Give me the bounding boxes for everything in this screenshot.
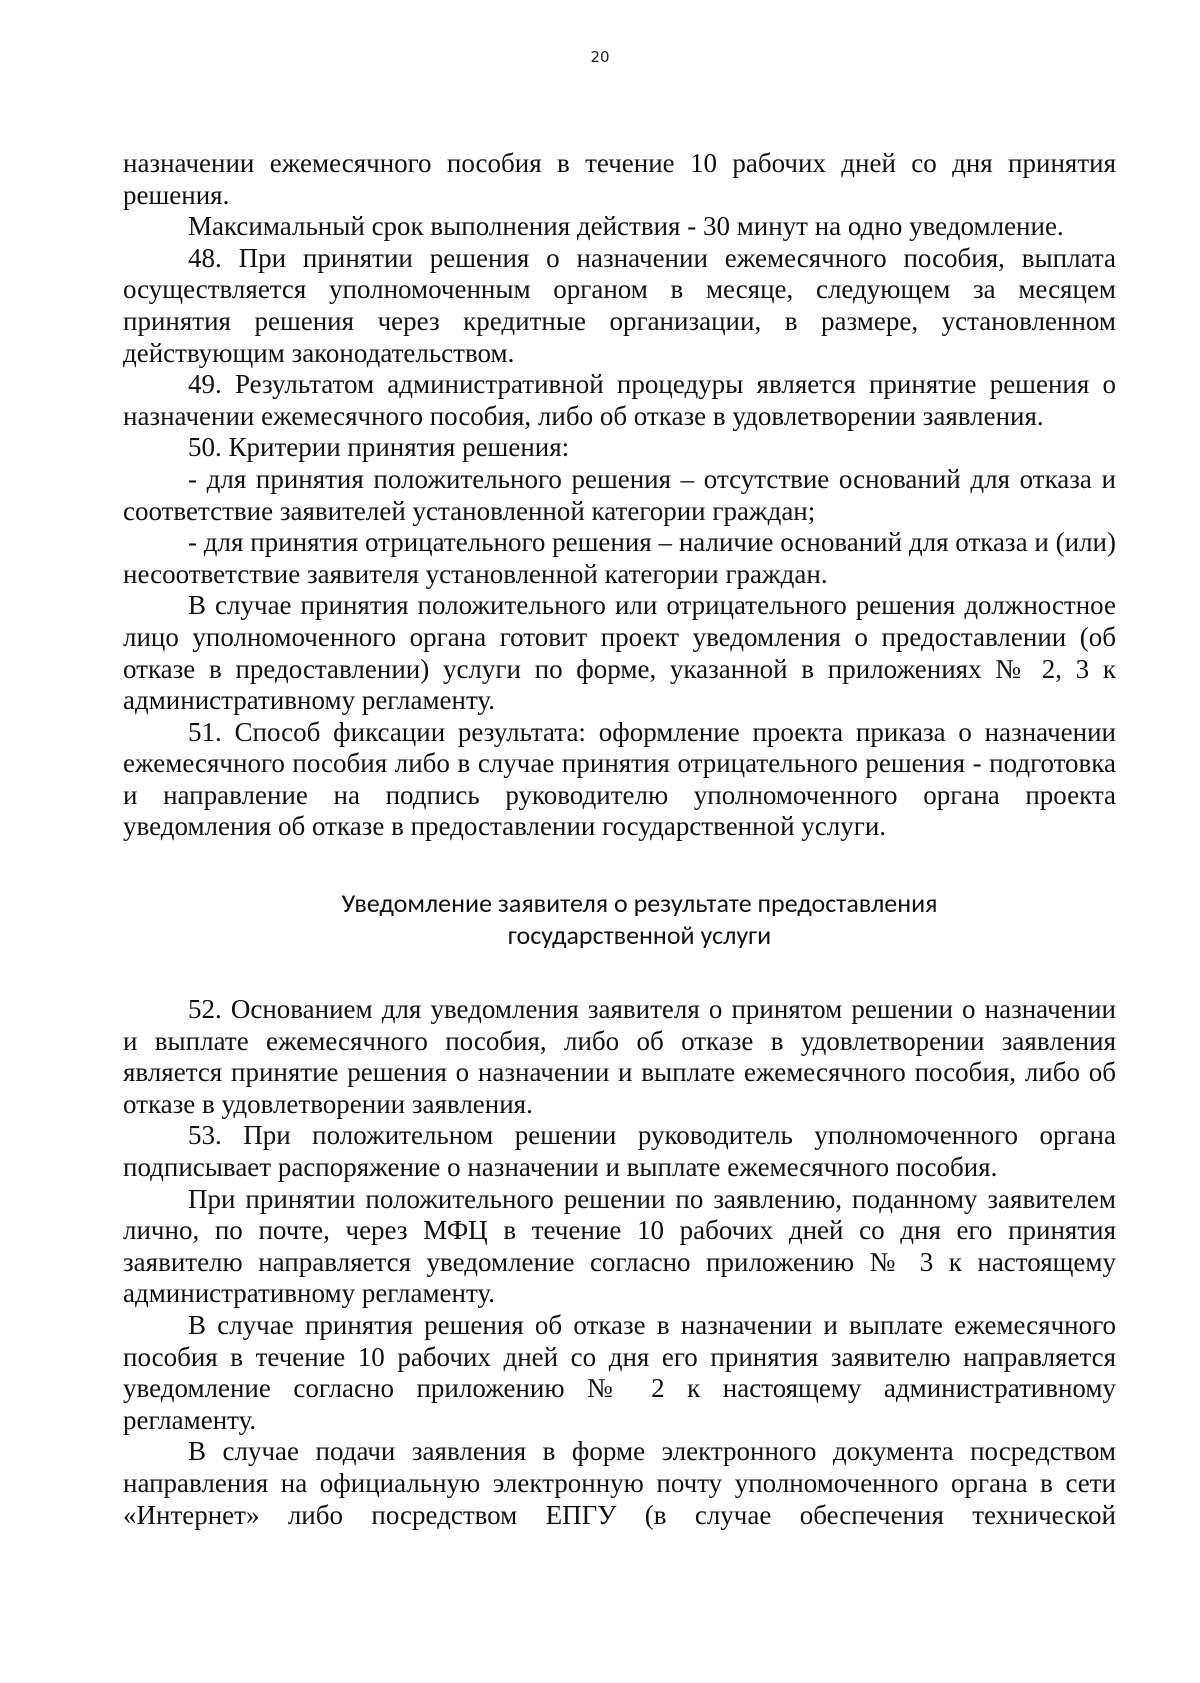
paragraph-53: 53. При положительном решении руководитель уполномоченного органа подписывает распоряжение о назначении и выплате ежемесячного пособия.	[123, 1120, 1116, 1183]
paragraph-positive-notification: При принятии положительного решении по заявлению, поданному заявителем лично, по почте, через МФЦ в течение 10 рабочих дней со дня его принятия заявителю направляется уведомление согласно приложению № 3 к настоящему административному регламенту.	[123, 1183, 1116, 1309]
paragraph-48: 48. При принятии решения о назначении ежемесячного пособия, выплата осуществляется уполномоченным органом в месяце, следующем за месяцем принятия решения через кредитные организации, в размере, установленном действующим законодательством.	[123, 242, 1116, 368]
document-body	[123, 148, 1116, 1531]
paragraph-negative-criteria: - для принятия отрицательного решения – наличие оснований для отказа и (или) несоответствие заявителя установленной категории граждан.	[123, 527, 1116, 589]
paragraph-electronic-submission: В случае подачи заявления в форме электронного документа посредством направления на официальную электронную почту уполномоченного органа в сети «Интернет» либо посредством ЕПГУ (в случае обеспечения технической	[123, 1436, 1116, 1530]
paragraph-max-duration: Максимальный срок выполнения действия - 30 минут на одно уведомление.	[188, 211, 1064, 242]
paragraph-positive-criteria: - для принятия положительного решения – отсутствие оснований для отказа и соответствие заявителей установленной категории граждан;	[123, 463, 1116, 526]
paragraph-continuation: назначении ежемесячного пособия в течение 10 рабочих дней со дня принятия решения.	[123, 148, 1116, 210]
paragraph-52: 52. Основанием для уведомления заявителя о принятом решении о назначении и выплате ежемесячного пособия, либо об отказе в удовлетворении заявления является принятие решения о назначении и выплате ежемесячного пособия, либо об отказе в удовлетворении заявления.	[123, 994, 1116, 1119]
paragraph-refusal-notification: В случае принятия решения об отказе в назначении и выплате ежемесячного пособия в течение 10 рабочих дней со дня его принятия заявителю направляется уведомление согласно приложению № 2 к настоящему административному регламенту.	[123, 1310, 1116, 1435]
section-heading-line1: Уведомление заявителя о результате предоставления	[341, 887, 938, 920]
paragraph-51: 51. Способ фиксации результата: оформление проекта приказа о назначении ежемесячного пособия либо в случае принятия отрицательного решения - подготовка и направление на подпись руководителю уполномоченного органа проекта уведомления об отказе в предоставлении государственной услуги.	[123, 716, 1116, 842]
paragraph-notification-draft: В случае принятия положительного или отрицательного решения должностное лицо уполномоченного органа готовит проект уведомления о предоставлении (об отказе в предоставлении) услуги по форме, указанной в приложениях № 2, 3 к административному регламенту.	[123, 590, 1116, 716]
paragraph-49: 49. Результатом административной процедуры является принятие решения о назначении ежемесячного пособия, либо об отказе в удовлетворении заявления.	[123, 369, 1116, 431]
paragraph-50: 50. Критерии принятия решения:	[188, 432, 570, 463]
section-heading-line2: государственной услуги	[507, 919, 772, 952]
section-heading	[123, 887, 1116, 951]
page-number: 20	[590, 48, 610, 66]
